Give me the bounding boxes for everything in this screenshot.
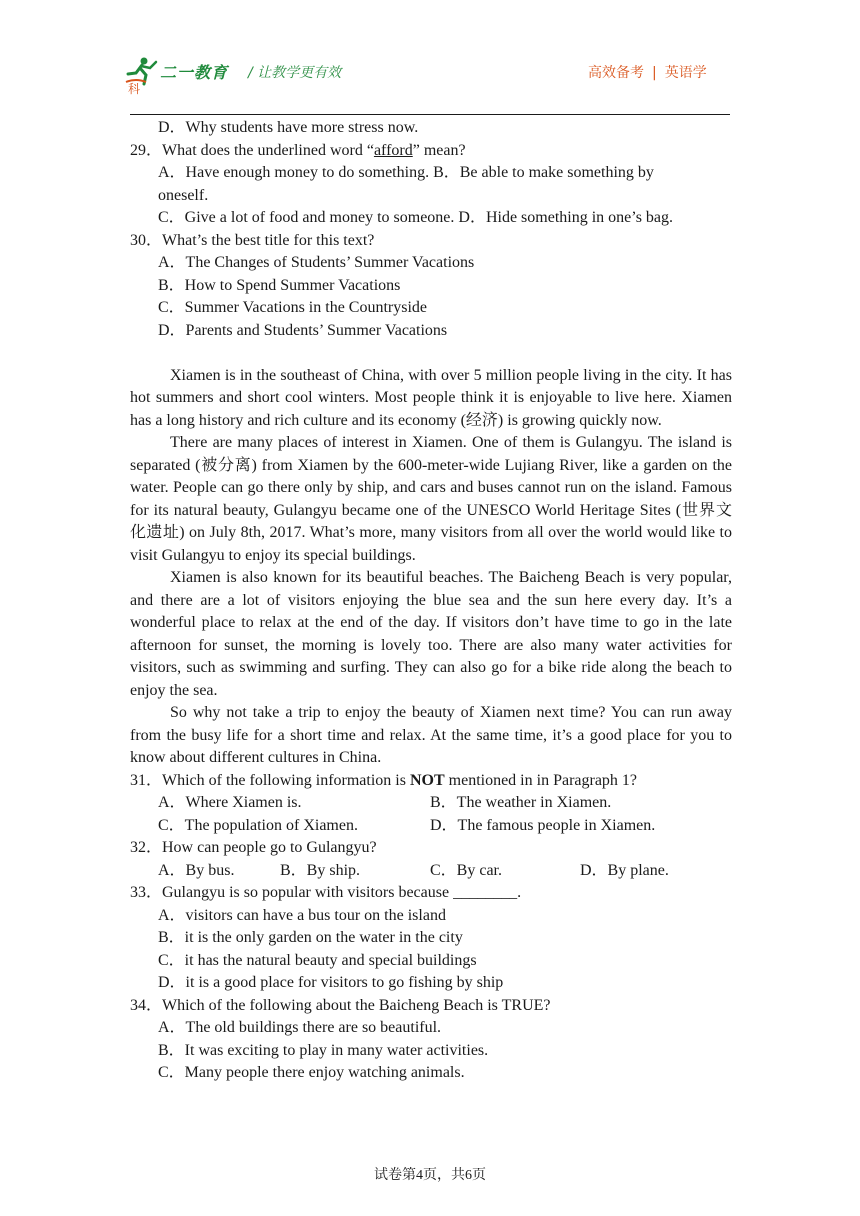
header-separator: |	[652, 65, 657, 81]
passage-paragraph-3	[130, 567, 732, 702]
q31-stem-pre: 31．Which of the following information is	[130, 771, 410, 789]
q31-option-c: C．The population of Xiamen.	[158, 816, 358, 834]
header-tag-subject: 英语学	[664, 65, 707, 81]
q31-options-row-2	[130, 815, 732, 838]
q31-option-a: A．Where Xiamen is.	[158, 794, 302, 811]
q29-stem-pre: 29．What does the underlined word “	[130, 141, 374, 159]
q32-option-d: D．By plane.	[580, 861, 669, 879]
q31-stem-bold: NOT	[409, 771, 445, 789]
spacer	[130, 342, 732, 365]
q31-stem-post: mentioned in in Paragraph 1?	[444, 771, 638, 789]
q30-stem: 30．What’s the best title for this text?	[130, 231, 375, 249]
q31-option-d: D．The famous people in Xiamen.	[430, 816, 656, 834]
q30-option-d: D．Parents and Students’ Summer Vacations	[158, 321, 448, 339]
header-tag-exam: 高效备考	[588, 65, 644, 81]
exam-content	[130, 117, 732, 1085]
page-header	[0, 0, 860, 118]
header-divider	[130, 114, 730, 115]
q31-stem	[130, 770, 732, 793]
passage-paragraph-1	[130, 365, 732, 433]
logo-subtext: 科	[128, 82, 141, 96]
passage-paragraph-2	[130, 432, 732, 567]
q29-underlined-word: afford	[373, 141, 413, 159]
q33-option-c: C．it has the natural beauty and special buildings	[158, 951, 477, 969]
passage-paragraph-1-text: Xiamen is in the southeast of China, with over 5 million people living in the city. It has hot summers and short cool winters. Most people think it is enjoyable to live here. Xiamen has a long history and rich culture and its economy (经济) is growing quickly now.	[130, 366, 732, 429]
passage-paragraph-2-text: There are many places of interest in Xiamen. One of them is Gulangyu. The island is separated (被分离) from Xiamen by the 600-meter-wide Lujiang River, like a garden on the water. People can go there only by ship, and cars and buses cannot run on the island. Famous for its natural beauty, Gulangyu became one of the UNESCO World Heritage Sites (世界文化遗址) on July 8th, 2017. What’s more, many visitors from all over the world would like to visit Gulangyu to enjoy its special buildings.	[130, 434, 732, 564]
q29-options-ab: A．Have enough money to do something. B．Be able to make something by	[158, 164, 654, 181]
q34-stem: 34．Which of the following about the Baicheng Beach is TRUE?	[130, 996, 551, 1014]
q32-stem: 32．How can people go to Gulangyu?	[130, 839, 377, 856]
passage-paragraph-4-text: So why not take a trip to enjoy the beauty of Xiamen next time? You can run away from the busy life for a short time and relax. At the same time, it’s a good place for you to know about different cultures in China.	[130, 704, 732, 766]
q30-option-c: C．Summer Vacations in the Countryside	[158, 299, 428, 316]
q34-option-b: B．It was exciting to play in many water activities.	[158, 1041, 489, 1059]
q32-option-b: B．By ship.	[280, 861, 361, 879]
q34-option-c: C．Many people there enjoy watching animals.	[158, 1064, 465, 1081]
header-slogan: / 让教学更有效	[248, 65, 342, 81]
q29-options-cd: C．Give a lot of food and money to someone. D．Hide something in one’s bag.	[158, 209, 674, 226]
q30-option-a: A．The Changes of Students’ Summer Vacations	[158, 254, 475, 271]
header-tags	[588, 62, 707, 82]
q32-option-c: C．By car.	[430, 861, 502, 879]
logo	[124, 54, 234, 96]
q32-option-a: A．By bus.	[158, 861, 235, 879]
q32-options	[130, 860, 732, 883]
q31-option-b: B．The weather in Xiamen.	[430, 794, 612, 811]
q29-option-b-continued: oneself.	[158, 186, 209, 204]
q33-option-b: B．it is the only garden on the water in the city	[158, 929, 463, 946]
passage-paragraph-4	[130, 702, 732, 770]
page-footer: 试卷第4页，共6页	[374, 1168, 486, 1183]
q29-stem-post: ” mean?	[412, 141, 466, 159]
q28-option-d: D．Why students have more stress now.	[158, 119, 419, 136]
passage-paragraph-3-text: Xiamen is also known for its beautiful beaches. The Baicheng Beach is very popular, and there are a lot of visitors enjoying the blue sea and the sun here every day. It’s a wonderful place to relax at the end of the day. If visitors don’t have time to go in the late afternoon for sunset, the morning is lovely too. There are also many water activities for visitors, such as swimming and surfing. They can also go for a bike ride along the beach to enjoy the sea.	[130, 569, 732, 699]
q33-stem: 33．Gulangyu is so popular with visitors because ________.	[130, 884, 522, 901]
q34-option-a: A．The old buildings there are so beautiful.	[158, 1019, 442, 1036]
q33-option-d: D．it is a good place for visitors to go fishing by ship	[158, 974, 504, 991]
q29-stem	[130, 140, 732, 163]
q31-options-row-1	[130, 792, 732, 815]
q30-option-b: B．How to Spend Summer Vacations	[158, 276, 401, 294]
logo-text: 二一教育	[160, 63, 229, 82]
q33-option-a: A．visitors can have a bus tour on the island	[158, 906, 446, 924]
